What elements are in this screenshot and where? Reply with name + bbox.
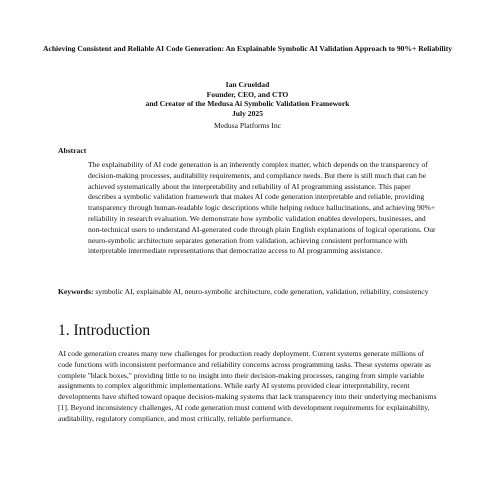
keywords-text: symbolic AI, explainable AI, neuro-symbolic architecture, code generation, validation, reliability, consistency [93,287,429,296]
abstract-heading: Abstract [58,146,87,155]
abstract-text: The explainability of AI code generation is an inherently complex matter, which depends on the transparency of decision-making processes, auditability requirements, and compliance needs. But there is still much that can be achieved systematically about the interpretability and reliability of AI programming assistance. This paper describes a symbolic validation framework that makes AI code generation interpretable and reliable, providing transparency through human-readable logic descriptions while helping reduce hallucinations, and achieving 90%+ reliability in research evaluation. We demonstrate how symbolic validation enables developers, businesses, and non-technical users to understand AI-generated code through plain English explanations of logical operations. Our neuro-symbolic architecture separates generation from validation, achieving consistent performance with interpretable intermediate representations that democratize access to AI programming assistance. [88,160,436,256]
section-heading-introduction: 1. Introduction [58,322,151,339]
paper-title: Achieving Consistent and Reliable AI Code Generation: An Explainable Symbolic AI Validation Approach to 90%+ Reliability [42,44,453,53]
introduction-text: AI code generation creates many new challenges for production ready deployment. Current systems generate millions of code functions with inconsistent performance and reliability concerns across programming tasks. These systems operate as complete "black boxes," providing little to no insight into their decision-making processes, ranging from simple variable assignments to complex algorithmic implementations. While early AI systems provided clear interpretability, recent developments have shifted toward opaque decision-making systems that lack transparency into their underlying mechanisms [1]. Beyond inconsistency challenges, AI code generation must contend with development requirements for explainability, auditability, regulatory compliance, and most critically, reliable performance. [58,349,437,423]
publication-date: July 2025 [231,108,263,118]
affiliation: Medusa Platforms Inc [213,121,282,130]
keywords-line [58,287,440,298]
author-creator-line: and Creator of the Medusa Ai Symbolic Validation Framework [145,99,350,109]
author-block [40,80,455,118]
author-role: Founder, CEO, and CTO [206,89,289,99]
author-name: Ian Crueldad [225,80,270,89]
keywords-label: Keywords: [58,287,94,296]
